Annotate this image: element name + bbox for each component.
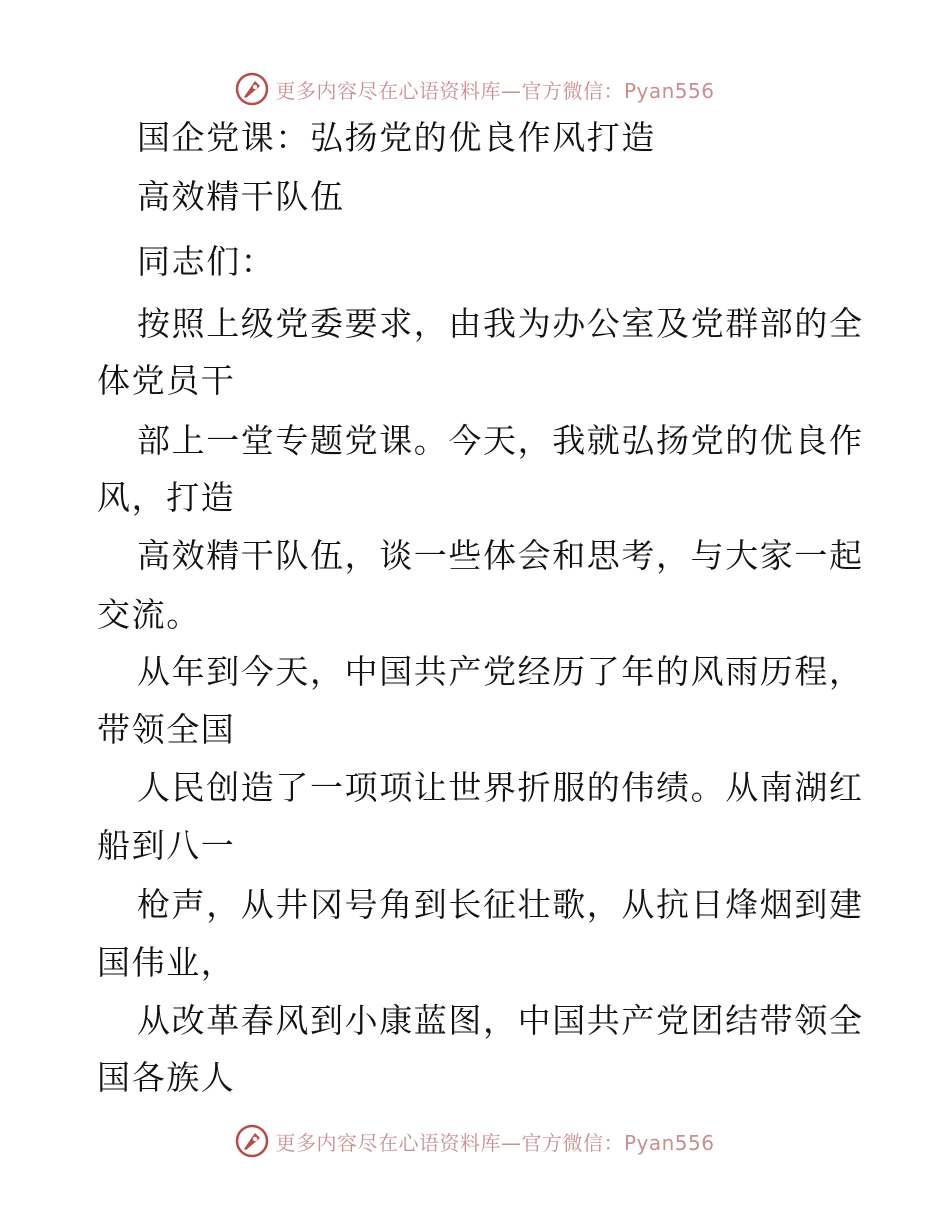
text-line: 船到八一 bbox=[97, 826, 236, 865]
text-line: 按照上级党委要求，由我为办公室及党群部的全 bbox=[137, 304, 864, 343]
text-line: 高效精干队伍，谈一些体会和思考，与大家一起 bbox=[137, 536, 864, 575]
text-line: 国伟业， bbox=[97, 943, 236, 982]
watermark-text: 更多内容尽在心语资料库—官方微信：Pyan556 bbox=[275, 78, 715, 103]
text-line: 国各族人 bbox=[97, 1058, 236, 1097]
header-watermark bbox=[0, 72, 950, 106]
text-line: 从改革春风到小康蓝图，中国共产党团结带领全 bbox=[137, 1001, 864, 1040]
text-line: 带领全国 bbox=[97, 710, 236, 749]
text-line: 风，打造 bbox=[97, 478, 236, 517]
text-line: 高效精干队伍 bbox=[137, 177, 345, 216]
text-line: 人民创造了一项项让世界折服的伟绩。从南湖红 bbox=[137, 768, 864, 807]
text-line: 枪声，从井冈号角到长征壮歌，从抗日烽烟到建 bbox=[137, 885, 864, 924]
text-line: 部上一堂专题党课。今天，我就弘扬党的优良作 bbox=[137, 421, 864, 460]
footer-watermark bbox=[0, 1124, 950, 1158]
watermark-text: 更多内容尽在心语资料库—官方微信：Pyan556 bbox=[275, 1130, 715, 1155]
text-line: 交流。 bbox=[97, 595, 201, 634]
text-line: 国企党课：弘扬党的优良作风打造 bbox=[137, 118, 656, 157]
text-line: 从年到今天，中国共产党经历了年的风雨历程， bbox=[137, 652, 864, 691]
text-line: 同志们： bbox=[137, 242, 276, 281]
pen-nib-circle-icon bbox=[235, 1124, 269, 1158]
text-line: 体党员干 bbox=[97, 361, 236, 400]
pen-nib-circle-icon bbox=[235, 72, 269, 106]
